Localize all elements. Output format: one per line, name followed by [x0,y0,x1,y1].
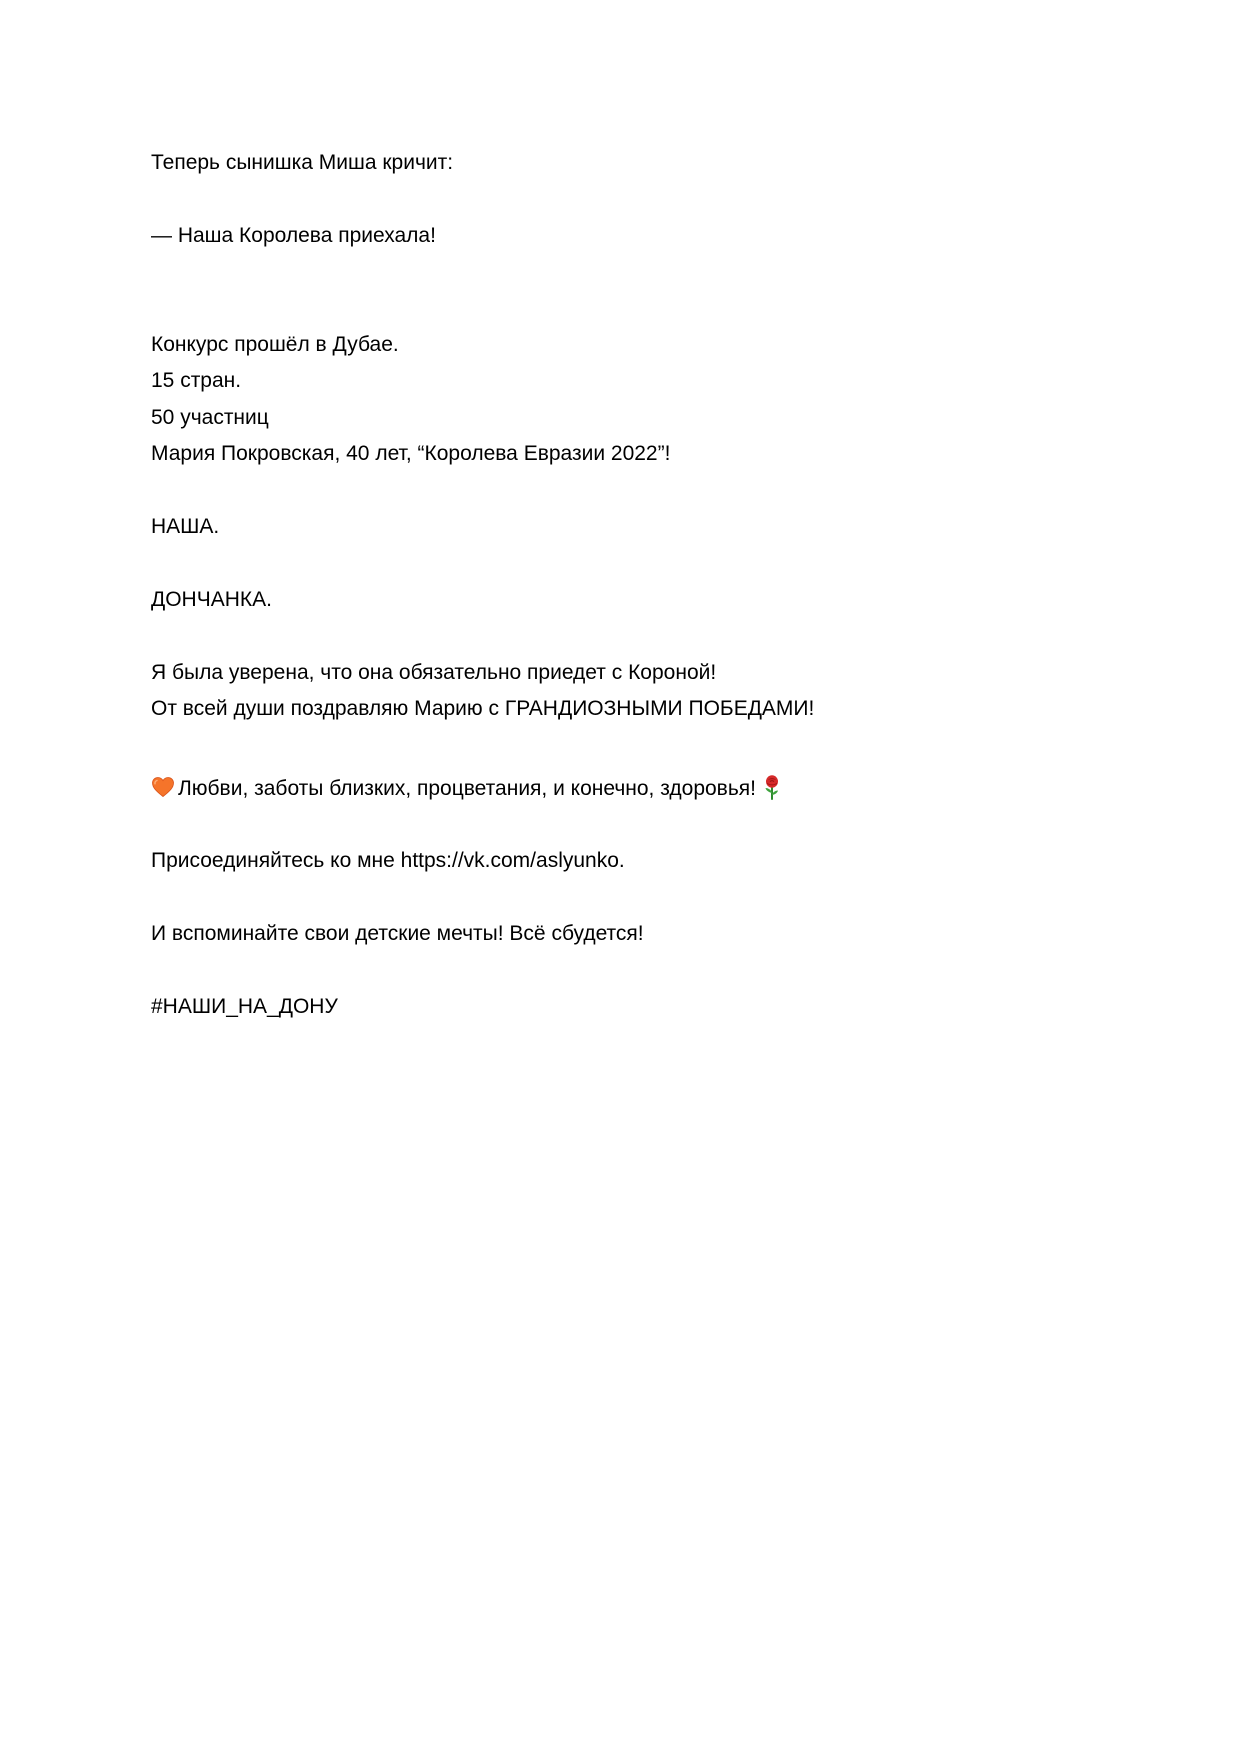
text-line: — Наша Королева приехала! [151,224,436,247]
orange-heart-icon [151,774,175,800]
wishes-line [151,774,784,803]
text-line: 50 участниц [151,406,269,429]
wishes-text: Любви, заботы близких, процветания, и конечно, здоровья! [178,777,756,800]
rose-icon [760,774,784,800]
text-line: ДОНЧАНКА. [151,588,272,611]
text-line: НАША. [151,515,220,538]
text-line: Теперь сынишка Миша кричит: [151,151,454,174]
text-line: Мария Покровская, 40 лет, “Королева Евразии 2022”! [151,442,671,465]
hashtag-line: #НАШИ_НА_ДОНУ [151,995,338,1018]
text-line: От всей души поздравляю Марию с ГРАНДИОЗНЫМИ ПОБЕДАМИ! [151,697,815,720]
text-line: 15 стран. [151,369,242,392]
text-line: Присоединяйтесь ко мне https://vk.com/aslyunko. [151,849,625,872]
text-line: Конкурс прошёл в Дубае. [151,333,399,356]
text-line: Я была уверена, что она обязательно приедет с Короной! [151,661,717,684]
text-line: И вспоминайте свои детские мечты! Всё сбудется! [151,922,644,945]
